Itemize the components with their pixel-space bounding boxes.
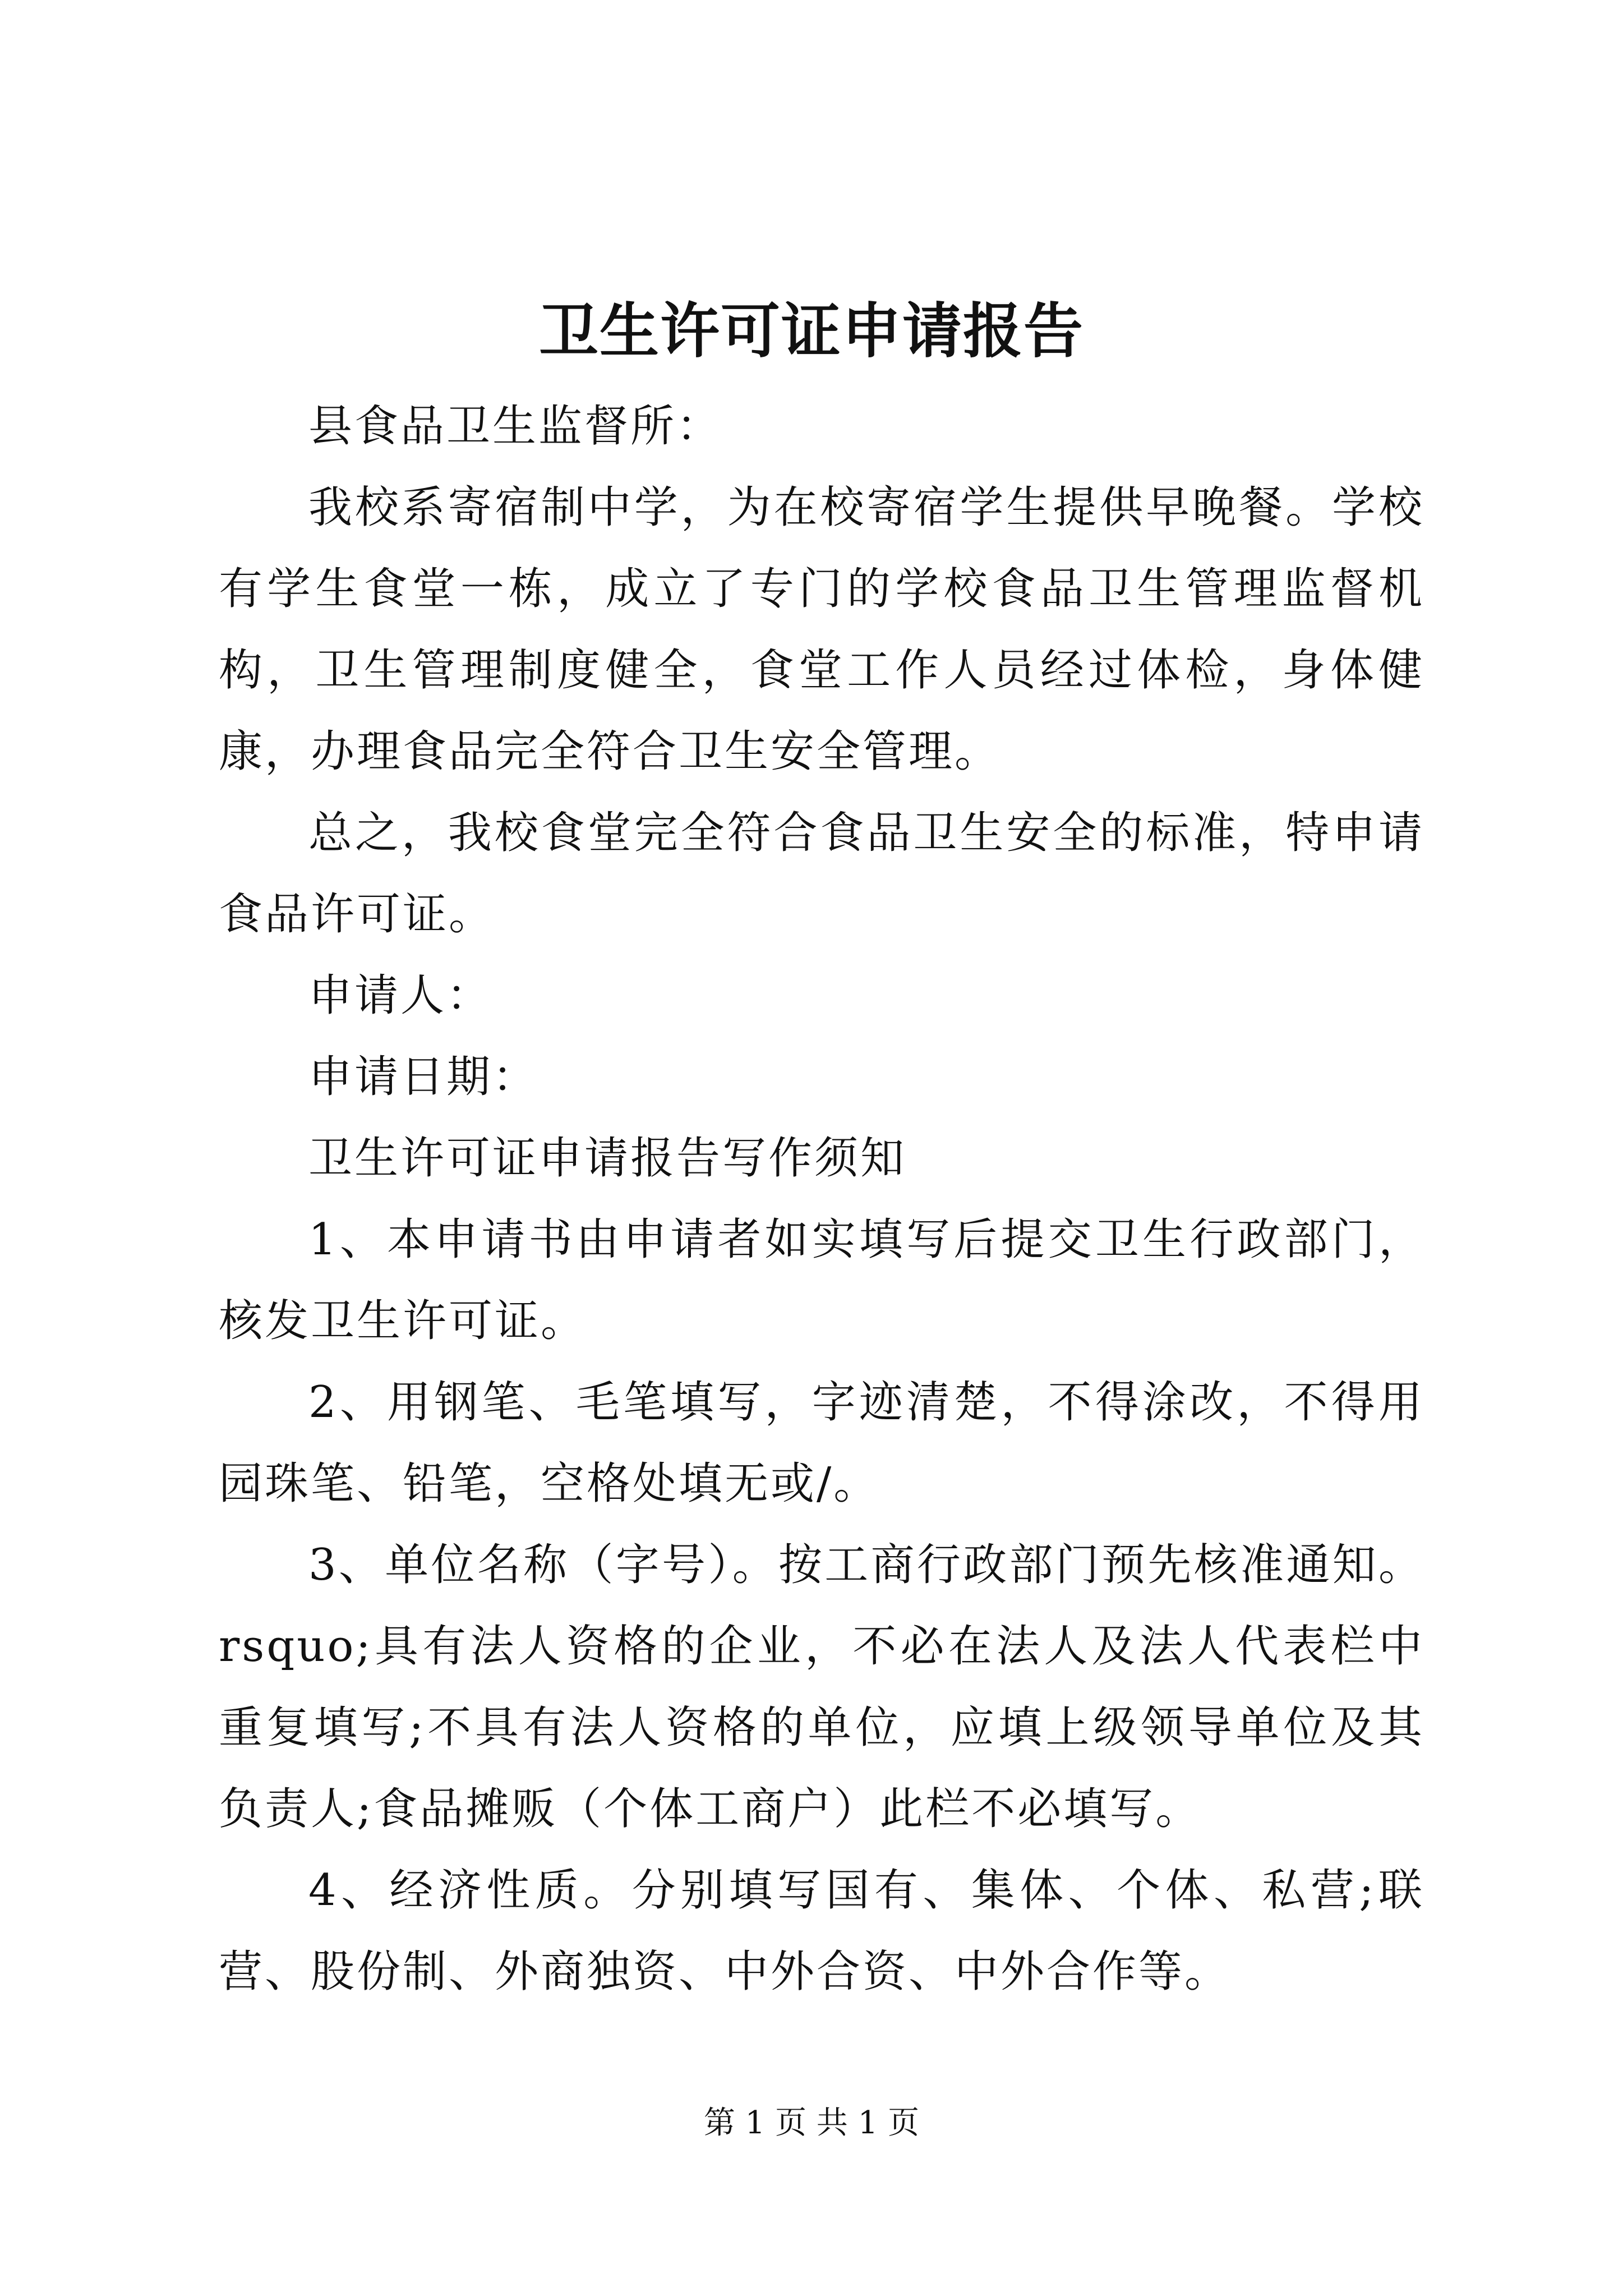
note-item-3: 3、单位名称（字号）。按工商行政部门预先核准通知。rsquo;具有法人资格的企业，不必在法人及法人代表栏中重复填写;不具有法人资格的单位，应填上级领导单位及其负责人;食品摊贩（个体工商户）此栏不必填写。 bbox=[219, 1540, 1424, 1834]
page-footer: 第 1 页 共 1 页 bbox=[703, 2105, 920, 2141]
applicant-line: 申请人： bbox=[308, 970, 493, 1021]
note-item-2: 2、用钢笔、毛笔填写，字迹清楚，不得涂改，不得用园珠笔、铅笔，空格处填无或/。 bbox=[219, 1377, 1424, 1509]
writing-notes-heading: 卫生许可证申请报告写作须知 bbox=[308, 1133, 907, 1184]
document-body bbox=[219, 386, 1424, 2013]
document-title: 卫生许可证申请报告 bbox=[539, 296, 1084, 366]
application-date-line: 申请日期： bbox=[308, 1052, 539, 1102]
note-item-1: 1、本申请书由申请者如实填写后提交卫生行政部门，核发卫生许可证。 bbox=[219, 1214, 1424, 1346]
salutation: 县食品卫生监督所： bbox=[308, 401, 723, 452]
paragraph-intro: 我校系寄宿制中学，为在校寄宿学生提供早晚餐。学校有学生食堂一栋，成立了专门的学校食品卫生管理监督机构，卫生管理制度健全，食堂工作人员经过体检，身体健康，办理食品完全符合卫生安全管理。 bbox=[219, 482, 1424, 777]
note-item-4: 4、经济性质。分别填写国有、集体、个体、私营;联营、股份制、外商独资、中外合资、中外合作等。 bbox=[219, 1865, 1424, 1997]
paragraph-conclusion: 总之，我校食堂完全符合食品卫生安全的标准，特申请食品许可证。 bbox=[219, 808, 1424, 940]
